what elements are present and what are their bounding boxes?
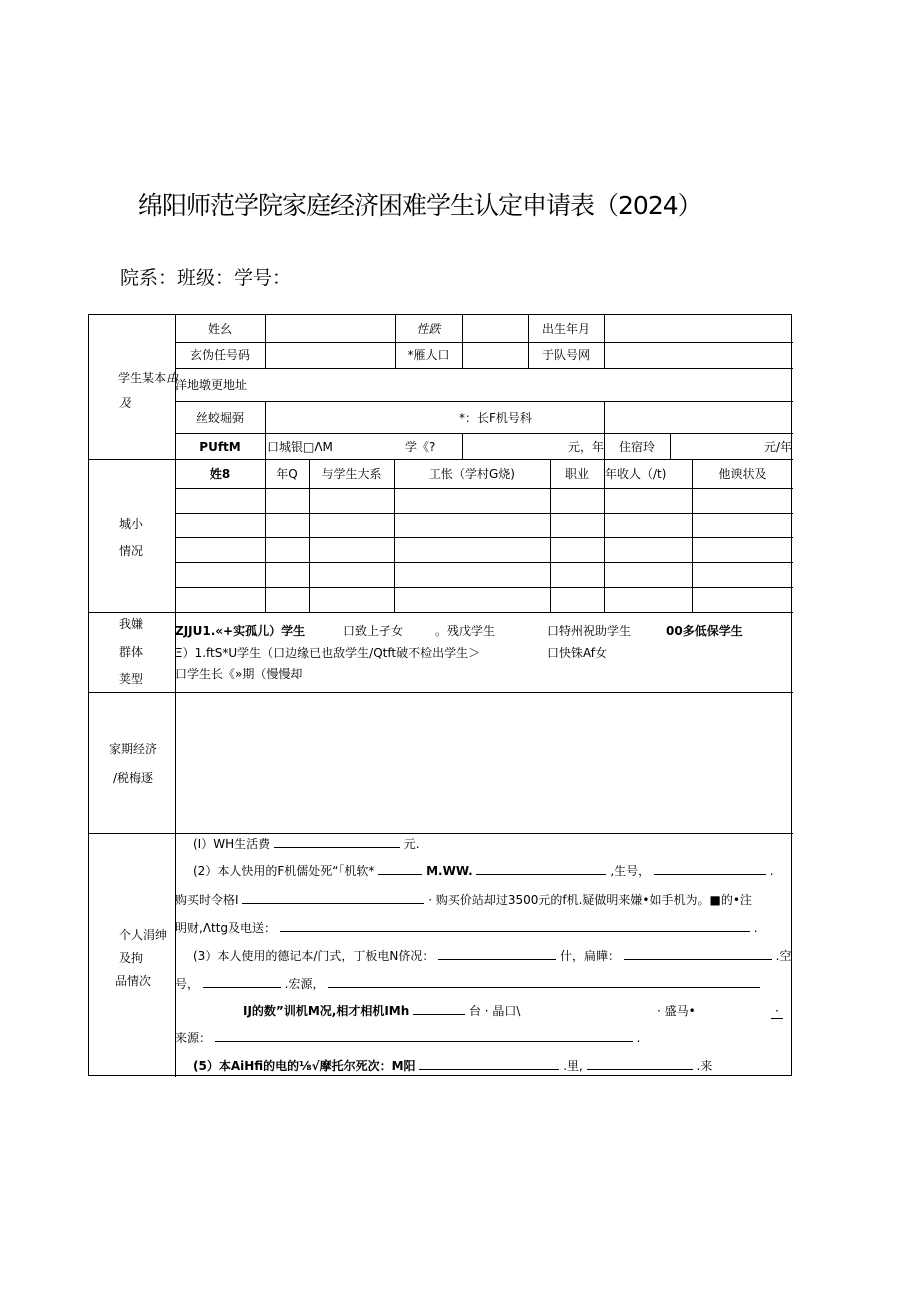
grid-line — [265, 459, 266, 612]
grid-line — [550, 459, 551, 612]
fill-blank[interactable] — [587, 1059, 693, 1070]
grid-line — [89, 833, 793, 834]
column-header: 年收人（/t) — [605, 467, 667, 481]
personal-line-7 — [243, 1004, 520, 1018]
section-basic-label-c: 及 — [119, 396, 132, 410]
section-economy-label-b: /税梅逐 — [113, 771, 154, 785]
personal-line-1 — [193, 837, 420, 851]
grid-line — [265, 433, 266, 459]
line-text: (3）本人使用的德记本/门式，丁板电N侪况： — [193, 949, 435, 963]
type-option[interactable]: 口学生长《»期（慢慢却 — [175, 667, 303, 681]
family-population-label: *雁人口 — [407, 348, 450, 362]
row5-label-a: PUftM — [199, 440, 241, 454]
birth-label: 出生年月 — [541, 322, 590, 336]
type-option[interactable]: 口致上孑女 — [343, 624, 404, 638]
line-text: (2）本人快用的F机儒处死“「机软* — [193, 864, 375, 878]
grid-line — [175, 488, 793, 489]
line-text: (I）WH生活费 — [193, 837, 271, 851]
page-title: 绵阳师范学院家庭经济困难学生认定申请表（2024） — [138, 191, 702, 220]
personal-line-8 — [175, 1031, 641, 1045]
type-option[interactable]: ZJJU1.«+实孤儿）学生 — [175, 624, 306, 638]
application-form-table — [88, 314, 792, 1076]
fill-blank[interactable] — [476, 864, 606, 875]
address-label: 洋地墩更地址 — [175, 378, 248, 392]
column-header: 他谀状及 — [718, 467, 767, 481]
grid-line — [175, 562, 793, 563]
grid-line — [604, 315, 605, 368]
type-option[interactable]: 00多低保学生 — [666, 624, 743, 638]
section-type-label-b: 群体 — [119, 645, 144, 659]
grid-line — [89, 612, 793, 613]
line-text: IJ的数”训机M况,相才相机IMh — [243, 1004, 410, 1018]
column-header: 工怅（学村G烧) — [429, 467, 515, 481]
fill-blank[interactable] — [654, 864, 766, 875]
fill-blank[interactable] — [419, 1059, 559, 1070]
line-text: 元. — [403, 837, 420, 851]
personal-line-9 — [193, 1059, 712, 1073]
type-option[interactable]: 口快铢Af女 — [547, 646, 608, 660]
grid-line — [309, 459, 310, 612]
line-text: .空 — [775, 949, 792, 963]
grid-line — [265, 401, 266, 433]
row5-label-c: 学《? — [405, 440, 436, 454]
row5-label-d: 元，年 — [568, 440, 605, 454]
row5-label-e: 住宿玲 — [619, 440, 656, 454]
column-header: 与学生大系 — [321, 467, 382, 481]
grid-line — [175, 342, 793, 343]
line-text: .来 — [696, 1059, 713, 1073]
grid-line — [604, 459, 605, 612]
grid-line — [692, 459, 693, 612]
line-text: 号， — [175, 977, 200, 991]
section-economy-label-a: 家期经济 — [109, 742, 158, 756]
section-basic-label-b: 由 — [166, 371, 179, 385]
section-type-label-c: 荚型 — [119, 672, 144, 686]
personal-line-7c: · 盛马• — [657, 1004, 696, 1018]
fill-blank[interactable] — [438, 949, 556, 960]
grid-line — [175, 368, 793, 369]
grid-line — [175, 513, 793, 514]
line-text: .里, — [563, 1059, 583, 1073]
line-text: 购买时令格I — [175, 893, 239, 907]
fill-blank[interactable] — [280, 921, 750, 932]
column-header: 姓8 — [209, 467, 231, 481]
section-basic-label-a: 学生某本 — [118, 371, 167, 385]
personal-line-5 — [193, 949, 792, 963]
line-text: 来源： — [175, 1031, 212, 1045]
section-personal-label-a: 个人涓绅 — [119, 928, 168, 942]
grid-line — [265, 315, 266, 368]
grid-line — [175, 433, 793, 434]
parent-phone-label: *：长F机号科 — [459, 411, 532, 425]
section-family-label-b: 情况 — [119, 544, 144, 558]
section-personal-label-c: 品情次 — [115, 974, 152, 988]
personal-line-2 — [193, 864, 774, 878]
fill-blank[interactable] — [242, 893, 424, 904]
type-option[interactable]: 口特州祝助学生 — [547, 624, 632, 638]
phone-label: 于队号网 — [541, 348, 590, 362]
line-text: . — [636, 1031, 641, 1045]
line-text: 台 · 晶口\ — [468, 1004, 521, 1018]
line-text: 明财,Λttg及电送： — [175, 921, 277, 935]
type-option[interactable]: Ξ）1.ftS*U学生（口边缘已也敌学生/Qtft破不检出学生＞ — [175, 646, 481, 660]
personal-line-4 — [175, 921, 758, 935]
type-option[interactable]: 。残戊学生 — [435, 624, 496, 638]
line-text: (5）本AiHfi的电的⅛√摩托尔死次：M阳 — [193, 1059, 416, 1073]
grid-line — [89, 459, 793, 460]
grid-line — [175, 401, 793, 402]
fill-blank[interactable] — [328, 977, 760, 988]
column-header: 职业 — [564, 467, 589, 481]
line-text: 什，扁瞱： — [560, 949, 621, 963]
header-fields: 院系：班级：学号： — [120, 267, 292, 289]
fill-blank[interactable] — [215, 1031, 633, 1042]
grid-line — [462, 433, 463, 459]
personal-line-3 — [175, 893, 752, 907]
row5-label-b: 口城银□ΛM — [267, 440, 333, 454]
economy-description-area[interactable] — [176, 693, 793, 833]
line-text: · 购买价站却过3500元的f机.疑做明来嫌•如手机为。■的•注 — [428, 893, 752, 907]
personal-line-6 — [175, 977, 760, 991]
grid-line — [394, 459, 395, 612]
gender-label: 性跌 — [416, 322, 441, 336]
line-text: M.WW. — [426, 864, 473, 878]
fill-blank[interactable] — [413, 1004, 465, 1015]
column-header: 年Q — [276, 467, 298, 481]
section-family-label-a: 城小 — [119, 517, 144, 531]
section-basic-label — [118, 371, 178, 385]
grid-line — [462, 315, 463, 368]
id-number-label: 玄伪任号码 — [189, 348, 250, 362]
grid-line — [175, 587, 793, 588]
fill-blank[interactable] — [203, 977, 281, 988]
row5-label-f: 元/年 — [764, 440, 793, 454]
school-label: 丝蛟堀弼 — [195, 411, 244, 425]
section-personal-label-b: 及拘 — [119, 951, 144, 965]
section-type-label-a: 我嫌 — [119, 617, 144, 631]
line-text: .宏源， — [284, 977, 325, 991]
line-text: . — [769, 864, 774, 878]
name-label: 姓幺 — [207, 322, 232, 336]
grid-line — [604, 401, 605, 459]
personal-line-7d: · — [775, 1004, 779, 1018]
fill-blank[interactable] — [771, 1018, 783, 1019]
grid-line — [175, 537, 793, 538]
grid-line — [670, 433, 671, 459]
fill-blank[interactable] — [378, 864, 422, 875]
line-text: ,生号， — [610, 864, 651, 878]
fill-blank[interactable] — [624, 949, 772, 960]
fill-blank[interactable] — [274, 837, 400, 848]
line-text: . — [753, 921, 758, 935]
